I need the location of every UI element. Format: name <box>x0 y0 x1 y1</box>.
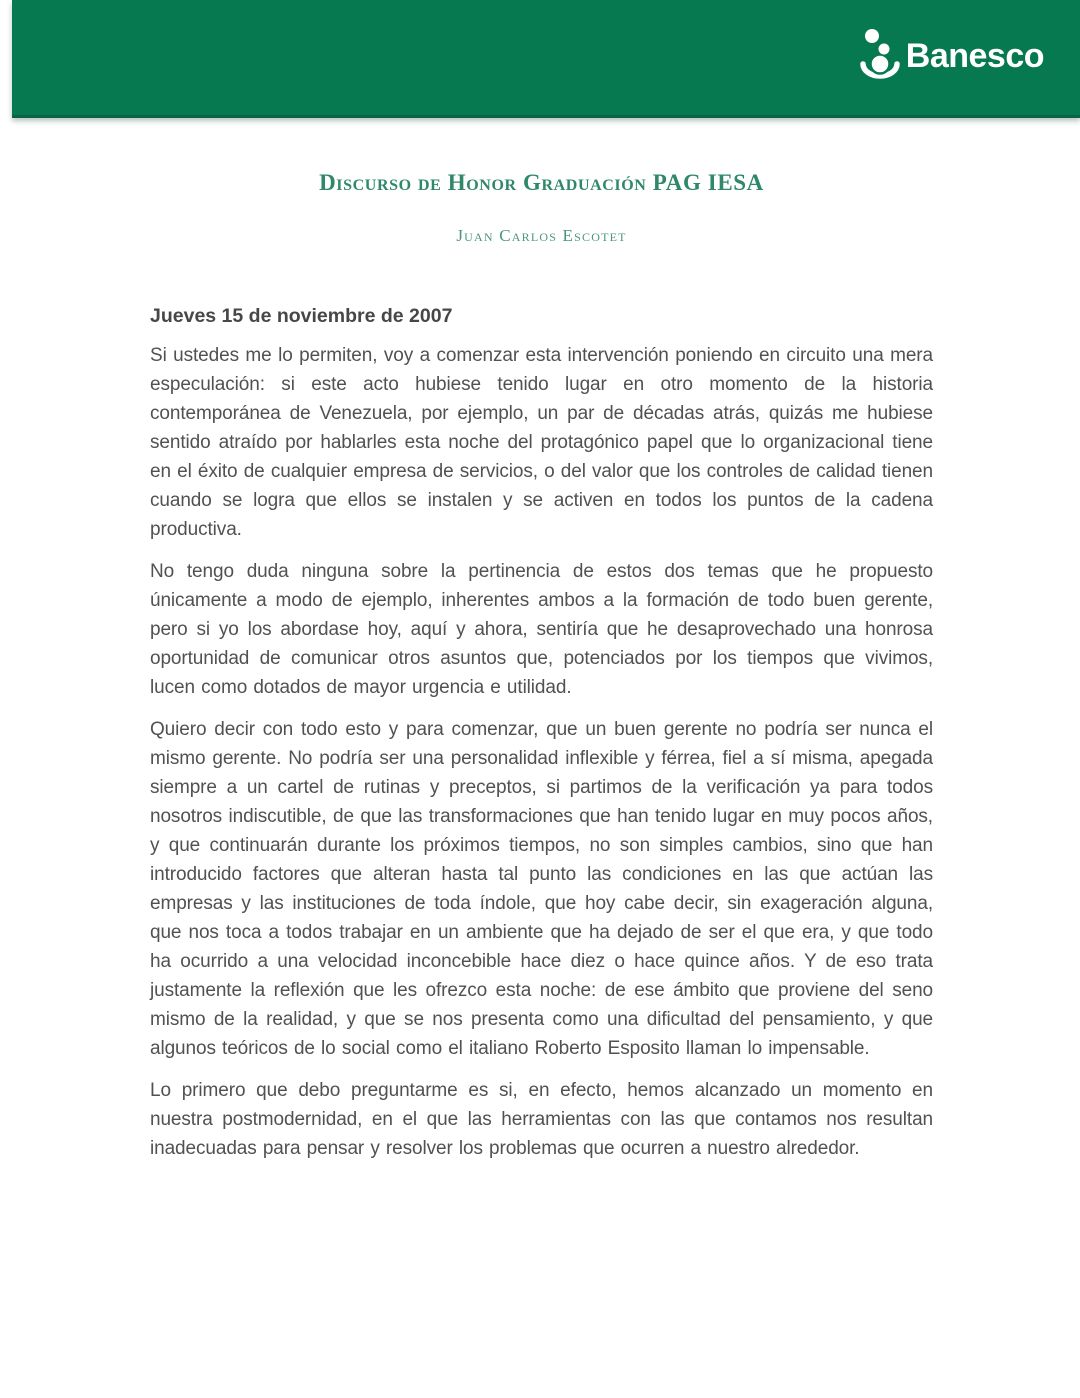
body-paragraph: Lo primero que debo preguntarme es si, en efecto, hemos alcanzado un momento en nuestra postmodernidad, en el que las herramientas con las que contamos nos resultan inadecuadas para pensar y resolver los problemas que ocurren a nuestro alrededor. <box>150 1080 933 1159</box>
body-text <box>150 341 933 1163</box>
document-content <box>150 0 933 1163</box>
body-paragraph: No tengo duda ninguna sobre la pertinencia de estos dos temas que he propuesto únicamente a modo de ejemplo, inherentes ambos a la formación de todo buen gerente, pero si yo los abordase hoy, aquí y ahora, sentiría que he desaprovechado una honrosa oportunidad de comunicar otros asuntos que, potenciados por los tiempos que vivimos, lucen como dotados de mayor urgencia e utilidad. <box>150 561 933 698</box>
date-heading: Jueves 15 de noviembre de 2007 <box>150 305 453 327</box>
banesco-logo-text: Banesco <box>905 36 1044 75</box>
body-paragraph: Si ustedes me lo permiten, voy a comenzar esta intervención poniendo en circuito una mera especulación: si este acto hubiese tenido lugar en otro momento de la historia contemporánea de Venezuela, por ejemplo, un par de décadas atrás, quizás me hubiese sentido atraído por hablarles esta noche del protagónico papel que lo organizacional tiene en el éxito de cualquier empresa de servicios, o del valor que los controles de calidad tienen cuando se logra que ellos se instalen y se activen en todos los puntos de la cadena productiva. <box>150 345 933 540</box>
document-title: Discurso de Honor Graduación PAG IESA <box>319 170 764 195</box>
author-name: Juan Carlos Escotet <box>456 226 627 245</box>
body-paragraph: Quiero decir con todo esto y para comenzar, que un buen gerente no podría ser nunca el mismo gerente. No podría ser una personalidad inflexible y férrea, fiel a sí misma, apegada siempre a un cartel de rutinas y preceptos, si partimos de la verificación ya para todos nosotros indiscutible, de que las transformaciones que han tenido lugar en muy pocos años, y que continuarán durante los próximos tiempos, no son simples cambios, sino que han introducido factores que alteran hasta tal punto las condiciones en las que actúan las empresas y las instituciones de toda índole, que hoy cabe decir, sin exageración alguna, que nos toca a todos trabajar en un ambiente que ha dejado de ser el que era, y que todo ha ocurrido a una velocidad inconcebible hace diez o hace quince años. Y de eso trata justamente la reflexión que les ofrezco esta noche: de ese ámbito que proviene del seno mismo de la realidad, y que se nos presenta como una dificultad del pensamiento, y que algunos teóricos de lo social como el italiano Roberto Esposito llaman lo impensable. <box>150 719 933 1059</box>
